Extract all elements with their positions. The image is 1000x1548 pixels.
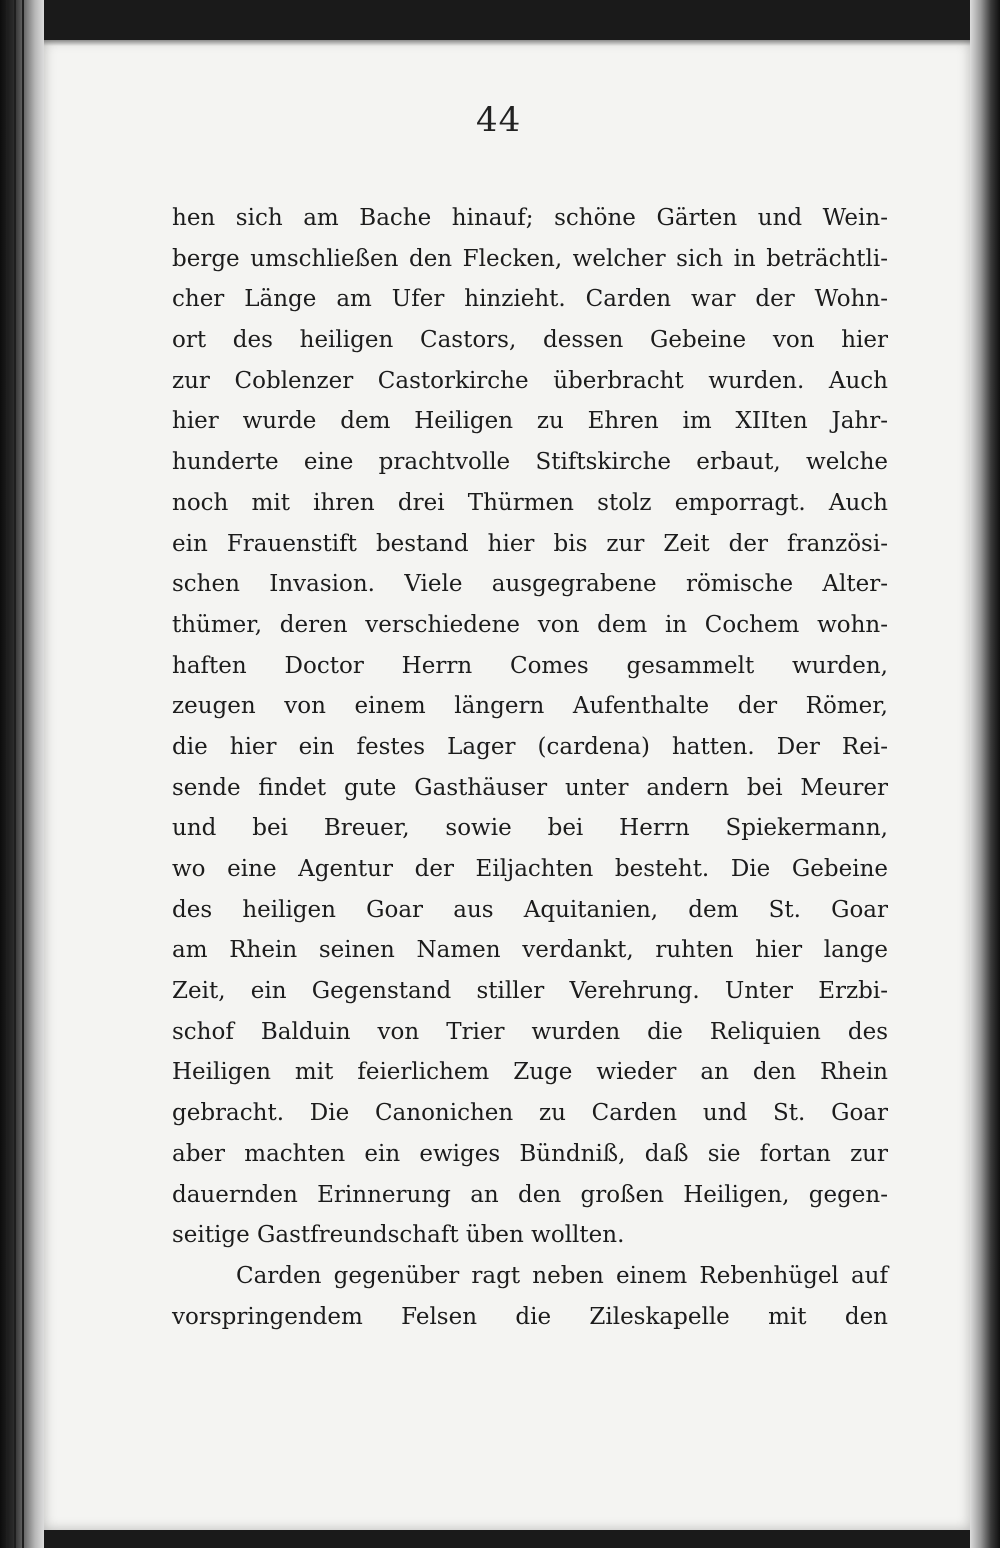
text-line: dauernden Erinnerung an den großen Heiligen, gegen- — [172, 1181, 888, 1208]
text-line: die hier ein festes Lager (cardena) hatten. Der Rei- — [172, 733, 888, 760]
book-gutter — [970, 0, 1000, 1548]
text-line: gebracht. Die Canonichen zu Carden und St. Goar — [172, 1100, 888, 1127]
page-top-shadow — [44, 40, 970, 46]
text-line: ein Frauenstift bestand hier bis zur Zeit der französi- — [172, 530, 888, 557]
text-line: noch mit ihren drei Thürmen stolz emporragt. Auch — [172, 489, 888, 516]
text-line: cher Länge am Ufer hinzieht. Carden war der Wohn- — [172, 286, 888, 313]
text-line: schen Invasion. Viele ausgegrabene römische Alter- — [172, 571, 888, 598]
paragraph-end-line: seitige Gastfreundschaft üben wollten. — [172, 1222, 625, 1249]
text-line: Zeit, ein Gegenstand stiller Verehrung. Unter Erzbi- — [172, 978, 888, 1005]
text-line: thümer, deren verschiedene von dem in Cochem wohn- — [172, 611, 888, 638]
text-line: hunderte eine prachtvolle Stiftskirche erbaut, welche — [172, 449, 888, 476]
body-text — [172, 198, 888, 1337]
text-line: zur Coblenzer Castorkirche überbracht wurden. Auch — [172, 367, 888, 394]
paragraph-start-line: Carden gegenüber ragt neben einem Rebenhügel auf — [236, 1262, 888, 1289]
page-number: 44 — [476, 100, 522, 140]
text-line: hier wurde dem Heiligen zu Ehren im XIIten Jahr- — [172, 408, 888, 435]
text-line: haften Doctor Herrn Comes gesammelt wurden, — [172, 652, 888, 679]
text-line: sende findet gute Gasthäuser unter andern bei Meurer — [172, 774, 888, 801]
text-line: und bei Breuer, sowie bei Herrn Spiekermann, — [172, 815, 888, 842]
text-line: wo eine Agentur der Eiljachten besteht. Die Gebeine — [172, 856, 888, 882]
text-line: hen sich am Bache hinauf; schöne Gärten und Wein- — [172, 205, 888, 231]
text-line: zeugen von einem längern Aufenthalte der Römer, — [172, 693, 888, 720]
text-line: berge umschließen den Flecken, welcher sich in beträchtli- — [172, 245, 888, 272]
text-line: ort des heiligen Castors, dessen Gebeine von hier — [172, 327, 888, 354]
text-line: Heiligen mit feierlichem Zuge wieder an den Rhein — [172, 1059, 888, 1086]
text-line: am Rhein seinen Namen verdankt, ruhten hier lange — [172, 937, 888, 964]
text-line: vorspringendem Felsen die Zileskapelle mit den — [172, 1303, 888, 1330]
text-line: aber machten ein ewiges Bündniß, daß sie fortan zur — [172, 1140, 888, 1167]
text-line: schof Balduin von Trier wurden die Reliquien des — [172, 1018, 888, 1045]
text-line: des heiligen Goar aus Aquitanien, dem St. Goar — [172, 896, 888, 923]
book-left-edge — [0, 0, 44, 1548]
